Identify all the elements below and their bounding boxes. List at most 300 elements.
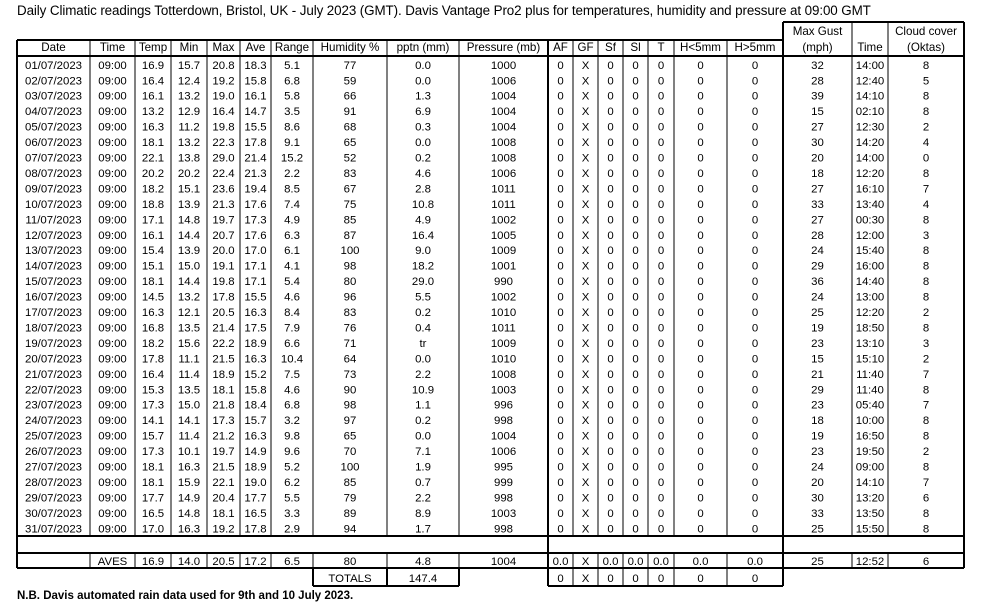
table-cell: 0.2 <box>415 307 431 319</box>
table-cell: 0 <box>697 106 704 119</box>
table-cell: 0 <box>922 152 930 165</box>
table-cell: 20.2 <box>177 167 201 180</box>
table-cell: 1002 <box>490 214 517 227</box>
table-cell: 19.1 <box>212 260 235 273</box>
table-cell: 7.5 <box>284 368 300 381</box>
table-cell: 2.8 <box>415 183 431 196</box>
table-cell: 4.6 <box>284 384 300 397</box>
table-cell: 73 <box>343 368 357 381</box>
table-cell: 0 <box>697 307 704 319</box>
table-cell: 0 <box>697 430 704 443</box>
table-cell: 22.2 <box>212 337 235 350</box>
table-cell: 0 <box>607 152 614 165</box>
table-cell: 09:00 <box>98 337 127 350</box>
table-cell: 13:20 <box>855 492 885 505</box>
table-cell: 18.3 <box>244 59 267 72</box>
table-cell: 16.4 <box>141 75 165 88</box>
table-cell: 09:00 <box>98 152 127 165</box>
table-cell: 0 <box>697 276 704 289</box>
table-cell: 16.1 <box>141 229 165 242</box>
table-cell: 21.2 <box>212 430 235 443</box>
table-cell: 12.1 <box>177 307 201 319</box>
average-cell: 20.5 <box>212 556 235 568</box>
table-cell: 0 <box>751 415 759 428</box>
table-cell: 15.1 <box>177 183 201 196</box>
table-cell: 990 <box>493 276 514 289</box>
table-cell: 17.5 <box>244 322 267 335</box>
table-cell: 1004 <box>490 106 517 119</box>
table-cell: 97 <box>343 415 357 428</box>
table-cell: 0 <box>607 229 614 242</box>
table-cell: 0 <box>657 137 665 150</box>
table-cell: 0 <box>697 368 704 381</box>
table-cell: 3.5 <box>284 106 300 119</box>
table-cell: 17.1 <box>141 214 165 227</box>
row-date: 28/07/2023 <box>24 476 83 489</box>
table-cell: 1011 <box>491 183 516 196</box>
table-cell: 28 <box>811 75 824 88</box>
table-cell: 0 <box>557 476 564 489</box>
table-cell: 100 <box>340 461 360 474</box>
table-cell: 09:00 <box>98 384 127 397</box>
table-cell: 1003 <box>490 384 517 397</box>
table-cell: 80 <box>343 276 357 289</box>
table-cell: 09:00 <box>98 260 127 273</box>
table-cell: X <box>581 507 590 520</box>
table-cell: 8 <box>922 59 930 72</box>
table-cell: 0 <box>697 167 704 180</box>
table-cell: 0 <box>557 291 564 304</box>
table-cell: 7.4 <box>284 198 300 211</box>
table-cell: 15.5 <box>244 291 267 304</box>
table-cell: 0 <box>632 183 639 196</box>
table-cell: 6.9 <box>415 106 431 119</box>
table-cell: 13.2 <box>177 90 201 103</box>
table-cell: 25 <box>811 523 824 536</box>
table-cell: 09:00 <box>98 167 127 180</box>
table-cell: 17.8 <box>212 291 235 304</box>
table-cell: 0 <box>751 337 759 350</box>
table-cell: 0 <box>751 137 759 150</box>
table-cell: 12:40 <box>855 75 885 88</box>
table-cell: 13:50 <box>855 507 885 520</box>
table-cell: 0 <box>557 245 564 258</box>
table-cell: 13.5 <box>177 384 201 397</box>
table-cell: 0 <box>697 507 704 520</box>
table-cell: 0 <box>751 291 759 304</box>
table-cell: X <box>581 461 590 474</box>
table-cell: 8.9 <box>415 507 431 520</box>
table-cell: 0 <box>697 492 704 505</box>
table-cell: 15.2 <box>244 368 267 381</box>
table-cell: 14:40 <box>855 276 885 289</box>
table-cell: 13.9 <box>177 245 201 258</box>
table-cell: 89 <box>343 507 357 520</box>
table-cell: 0 <box>607 353 614 366</box>
table-cell: 0 <box>657 492 665 505</box>
table-cell: 0 <box>657 152 665 165</box>
table-cell: 5 <box>922 75 930 88</box>
table-cell: 6.6 <box>284 337 300 350</box>
table-cell: 0 <box>557 461 564 474</box>
table-cell: 14.8 <box>177 214 201 227</box>
table-cell: 09:00 <box>98 523 127 536</box>
table-cell: 21 <box>811 368 824 381</box>
table-cell: 18 <box>811 167 824 180</box>
table-cell: 59 <box>343 75 357 88</box>
table-cell: 0 <box>751 368 759 381</box>
table-cell: X <box>581 353 590 366</box>
table-cell: 1005 <box>490 229 517 242</box>
table-cell: 0 <box>657 322 665 335</box>
table-cell: 996 <box>493 399 514 412</box>
table-cell: 15.7 <box>244 415 267 428</box>
totals-pptn: 147.4 <box>408 573 438 585</box>
table-cell: 09:00 <box>98 75 127 88</box>
table-cell: 0.0 <box>415 75 431 88</box>
table-cell: 0 <box>751 152 759 165</box>
table-cell: 0 <box>632 90 639 103</box>
table-cell: 7 <box>922 476 930 489</box>
table-cell: 3 <box>922 337 930 350</box>
row-date: 23/07/2023 <box>24 399 83 412</box>
table-cell: 0 <box>632 291 639 304</box>
table-cell: 0 <box>657 384 665 397</box>
table-cell: 15.0 <box>177 399 201 412</box>
page-title: Daily Climatic readings Totterdown, Bristol, UK - July 2023 (GMT). Davis Vantage Pro2 plus for temperatures, humidity and pressure at 09:00 GMT <box>17 3 871 18</box>
table-cell: 09:00 <box>98 322 127 335</box>
table-cell: 0 <box>632 399 639 412</box>
table-cell: 13.9 <box>177 198 201 211</box>
table-cell: 1010 <box>490 307 517 319</box>
table-cell: 0 <box>657 430 665 443</box>
column-header: Pressure (mb) <box>466 41 541 54</box>
table-cell: 09:00 <box>98 507 127 520</box>
table-cell: 13.2 <box>177 137 201 150</box>
table-cell: 0 <box>697 322 704 335</box>
table-cell: 0 <box>751 446 759 459</box>
table-cell: 4 <box>922 137 930 150</box>
table-cell: 1.7 <box>415 523 431 536</box>
table-cell: 0 <box>751 461 759 474</box>
table-cell: 0 <box>557 167 564 180</box>
table-cell: 15.3 <box>141 384 165 397</box>
table-cell: 1011 <box>491 322 516 335</box>
table-cell: 17.6 <box>244 229 267 242</box>
table-cell: 0 <box>751 430 759 443</box>
table-cell: 13:40 <box>855 198 885 211</box>
table-cell: 1001 <box>490 260 517 273</box>
table-cell: 30 <box>811 492 824 505</box>
table-cell: 0 <box>632 260 639 273</box>
table-cell: 09:00 <box>98 368 127 381</box>
table-cell: 19 <box>811 322 824 335</box>
table-cell: 68 <box>343 121 357 134</box>
table-cell: 98 <box>343 399 357 412</box>
table-cell: 0 <box>657 106 665 119</box>
table-cell: X <box>581 415 590 428</box>
table-cell: 76 <box>343 322 357 335</box>
table-cell: 17.8 <box>244 137 267 150</box>
table-cell: 0 <box>657 507 665 520</box>
table-cell: 7 <box>922 399 930 412</box>
table-cell: 17.0 <box>141 523 165 536</box>
table-cell: 0 <box>697 461 704 474</box>
table-cell: X <box>581 75 590 88</box>
table-cell: 14.4 <box>177 276 201 289</box>
table-cell: 3.2 <box>284 415 300 428</box>
table-cell: 0 <box>557 384 564 397</box>
table-cell: 0 <box>632 198 639 211</box>
table-cell: X <box>581 106 590 119</box>
table-cell: 16.3 <box>141 307 165 319</box>
table-cell: 0 <box>607 384 614 397</box>
table-cell: 94 <box>343 523 357 536</box>
table-cell: 0 <box>697 214 704 227</box>
table-cell: 0 <box>657 260 665 273</box>
table-cell: 12:20 <box>855 167 885 180</box>
table-cell: 0 <box>632 322 639 335</box>
table-cell: 0 <box>697 152 704 165</box>
row-date: 20/07/2023 <box>24 353 83 366</box>
table-cell: 0 <box>751 399 759 412</box>
table-cell: 18.1 <box>212 384 235 397</box>
table-cell: 0.7 <box>415 476 431 489</box>
table-cell: 17.8 <box>141 353 165 366</box>
column-header: (mph) <box>802 41 833 54</box>
table-cell: 29.0 <box>411 276 435 289</box>
table-cell: X <box>581 523 590 536</box>
table-cell: 12.9 <box>177 106 201 119</box>
table-cell: 09:00 <box>98 461 127 474</box>
table-cell: 8 <box>922 245 930 258</box>
table-cell: 0 <box>697 75 704 88</box>
table-cell: 5.5 <box>284 492 300 505</box>
table-cell: 83 <box>343 307 357 319</box>
table-cell: 2.2 <box>415 368 431 381</box>
table-cell: 15:40 <box>855 245 885 258</box>
table-cell: 21.3 <box>244 167 267 180</box>
table-cell: 5.4 <box>284 276 300 289</box>
table-cell: 8 <box>922 214 930 227</box>
table-cell: 17.3 <box>141 399 165 412</box>
average-cell: 25 <box>811 556 824 568</box>
table-cell: 18.9 <box>212 368 235 381</box>
table-cell: 18:50 <box>855 322 885 335</box>
row-date: 24/07/2023 <box>24 415 83 428</box>
table-cell: 1002 <box>490 291 517 304</box>
table-cell: 0 <box>697 384 704 397</box>
table-cell: 0.0 <box>415 430 431 443</box>
table-cell: 8 <box>922 291 930 304</box>
table-cell: 8 <box>922 90 930 103</box>
table-cell: 0.0 <box>415 59 431 72</box>
table-cell: 14:00 <box>855 152 885 165</box>
table-cell: 0.2 <box>415 415 431 428</box>
table-cell: 9.1 <box>284 137 300 150</box>
table-cell: 18.1 <box>141 276 165 289</box>
table-cell: 999 <box>493 476 514 489</box>
table-cell: 0 <box>697 137 704 150</box>
table-cell: 0.4 <box>415 322 431 335</box>
row-date: 12/07/2023 <box>24 229 83 242</box>
average-cell: 6 <box>922 556 930 568</box>
table-cell: X <box>581 291 590 304</box>
table-cell: 25 <box>811 307 824 319</box>
table-cell: 10:00 <box>855 415 885 428</box>
table-cell: 09:00 <box>98 137 127 150</box>
table-cell: 09:00 <box>98 183 127 196</box>
table-cell: 15.9 <box>177 476 201 489</box>
table-cell: 0 <box>557 307 564 319</box>
table-cell: 15.5 <box>244 121 267 134</box>
table-cell: 0 <box>607 59 614 72</box>
table-cell: 30 <box>811 137 824 150</box>
table-cell: 0 <box>751 523 759 536</box>
table-cell: 0 <box>557 368 564 381</box>
table-cell: 0 <box>657 415 665 428</box>
table-cell: 17.7 <box>244 492 267 505</box>
table-cell: 9.6 <box>284 446 300 459</box>
table-cell: 0 <box>657 198 665 211</box>
table-cell: 0 <box>557 229 564 242</box>
table-cell: 998 <box>493 523 514 536</box>
table-cell: 1009 <box>490 337 517 350</box>
table-cell: 17.3 <box>244 214 267 227</box>
table-cell: 17.3 <box>212 415 235 428</box>
table-cell: 18 <box>811 415 824 428</box>
column-header: (Oktas) <box>906 41 946 54</box>
table-cell: X <box>581 446 590 459</box>
table-cell: 09:00 <box>98 291 127 304</box>
table-cell: 8 <box>922 106 930 119</box>
table-cell: 8 <box>922 461 930 474</box>
table-cell: 0 <box>557 276 564 289</box>
table-cell: 0 <box>632 446 639 459</box>
table-cell: 1008 <box>490 152 517 165</box>
table-cell: 0 <box>632 461 639 474</box>
table-cell: 20.7 <box>212 229 235 242</box>
table-cell: 8 <box>922 507 930 520</box>
table-cell: 100 <box>340 245 360 258</box>
table-cell: 0 <box>607 507 614 520</box>
table-cell: X <box>581 337 590 350</box>
table-cell: 0 <box>657 337 665 350</box>
table-cell: 14.1 <box>177 415 201 428</box>
table-cell: X <box>581 198 590 211</box>
table-cell: 05:40 <box>855 399 885 412</box>
table-cell: 13.2 <box>177 291 201 304</box>
table-cell: 0 <box>557 137 564 150</box>
table-cell: 18.2 <box>141 183 165 196</box>
table-cell: 0.0 <box>415 137 431 150</box>
column-header: Cloud cover <box>895 25 957 38</box>
average-cell: 14.0 <box>177 556 201 568</box>
table-cell: 19 <box>811 430 824 443</box>
column-header: Range <box>274 41 310 54</box>
table-cell: 2.2 <box>415 492 431 505</box>
table-cell: 0 <box>607 198 614 211</box>
table-cell: 14:10 <box>855 476 885 489</box>
total-cell: 0 <box>607 573 614 585</box>
table-cell: 19.7 <box>212 446 235 459</box>
average-cell: 6.5 <box>284 556 300 568</box>
table-cell: 0.3 <box>415 121 431 134</box>
table-cell: 9.0 <box>415 245 431 258</box>
table-cell: 0 <box>607 492 614 505</box>
table-cell: 64 <box>343 353 357 366</box>
table-cell: 21.8 <box>212 399 235 412</box>
column-header: Max Gust <box>792 25 843 38</box>
table-cell: 0 <box>751 307 759 319</box>
table-cell: 0 <box>751 260 759 273</box>
table-cell: 13.5 <box>177 322 201 335</box>
table-cell: 16.4 <box>411 229 435 242</box>
table-cell: 6.3 <box>284 229 300 242</box>
table-cell: 11.1 <box>178 353 200 366</box>
table-cell: 0 <box>632 415 639 428</box>
table-cell: 3.3 <box>284 507 300 520</box>
table-cell: 21.4 <box>212 322 235 335</box>
row-date: 06/07/2023 <box>24 137 83 150</box>
row-date: 25/07/2023 <box>24 430 83 443</box>
table-cell: 0 <box>632 476 639 489</box>
table-cell: 0 <box>751 229 759 242</box>
table-cell: 11:40 <box>856 368 884 381</box>
table-cell: 09:00 <box>98 353 127 366</box>
table-cell: 0 <box>632 214 639 227</box>
table-cell: X <box>581 307 590 319</box>
average-cell: 0.0 <box>692 556 709 568</box>
table-cell: 83 <box>343 167 357 180</box>
table-cell: 0 <box>657 291 665 304</box>
table-cell: 0 <box>557 322 564 335</box>
table-cell: 0 <box>607 430 614 443</box>
row-date: 08/07/2023 <box>24 167 83 180</box>
table-cell: 19.2 <box>212 75 235 88</box>
table-cell: 0 <box>657 353 665 366</box>
table-cell: 24 <box>811 245 824 258</box>
table-cell: 0 <box>697 59 704 72</box>
table-cell: 13:00 <box>855 291 885 304</box>
table-cell: 0 <box>697 337 704 350</box>
table-cell: 20.5 <box>212 307 235 319</box>
table-cell: 09:00 <box>98 399 127 412</box>
table-cell: 23 <box>811 399 824 412</box>
column-header: Humidity % <box>320 41 380 54</box>
table-cell: 0 <box>557 90 564 103</box>
table-cell: 15.6 <box>177 337 201 350</box>
table-cell: X <box>581 384 590 397</box>
table-cell: 0 <box>751 75 759 88</box>
row-date: 01/07/2023 <box>24 59 83 72</box>
table-cell: 29 <box>811 384 824 397</box>
table-cell: 15.8 <box>244 384 267 397</box>
table-cell: 0 <box>632 152 639 165</box>
row-date: 03/07/2023 <box>24 90 83 103</box>
table-cell: 995 <box>493 461 514 474</box>
table-cell: 8 <box>922 260 930 273</box>
row-date: 10/07/2023 <box>24 198 83 211</box>
table-cell: 39 <box>811 90 824 103</box>
table-cell: 16:00 <box>855 260 885 273</box>
column-header: Time <box>99 41 126 54</box>
table-cell: 0 <box>607 368 614 381</box>
table-cell: 71 <box>343 337 357 350</box>
table-cell: 0 <box>697 121 704 134</box>
table-cell: 8 <box>922 167 930 180</box>
table-cell: 0 <box>751 384 759 397</box>
